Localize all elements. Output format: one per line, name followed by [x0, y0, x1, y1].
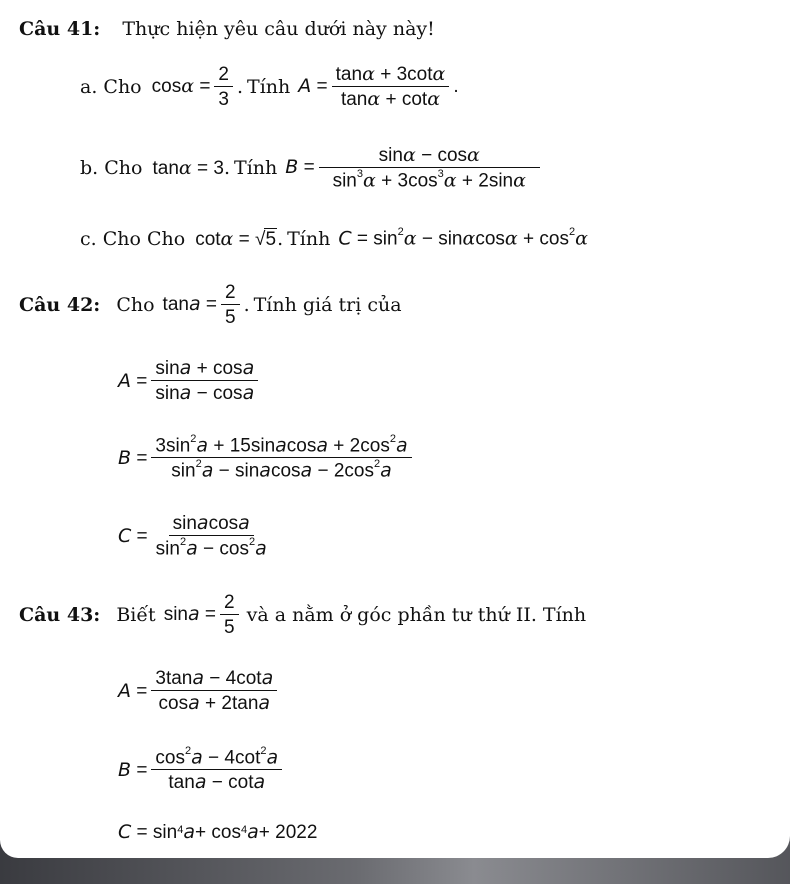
q41-b-label: b. Cho [80, 156, 143, 179]
q41-c-tinh: Tính [287, 227, 331, 250]
q41-b-expression: B = $\frac{\sin\alpha - \cos\alpha}{\sin^3\alpha + 3\cos^3\alpha + 2\sin\alpha}$ [285, 146, 544, 190]
q42-B: B = $\frac{3\sin^2a + 15sinacosa + 2\cos^2a}{\sin^2a - sinacosa - 2\cos^2a}$ [118, 430, 416, 486]
q41-c-label: c. Cho Cho [80, 227, 186, 250]
q43-B: B = $\frac{\cos^2a - 4\cot^2a}{\tan a - \cot a}$ [118, 742, 286, 798]
q42-heading-line: Câu 42: Cho tana = $\frac{2}{5}$ . Tính giá trị của [19, 282, 402, 328]
q41-b-given: tanα = 3 [152, 156, 224, 179]
q43-C: C = sin $^4$ a + cos $^4$ a + 2022 [118, 820, 318, 843]
q43-heading-line [19, 590, 586, 640]
q43-A: A = $\frac{3\tan a - 4\cot a}{\cos a + 2\tan a}$ [118, 665, 281, 717]
q41-part-c: c. Cho Cho cotα = √5 . Tính $C = \sin^2\alpha - \sin\alpha\cos\alpha + \cos^2\alpha$ [80, 226, 588, 250]
q41-a-given: cosα = $\frac{2}{3}$ [152, 65, 237, 109]
q41-part-a: a. Cho cosα = $\frac{2}{3}$ . Tính A = $\frac{\tan\alpha + 3\cot\alpha}{\tan\alpha + \cot\alpha}$ . [80, 63, 459, 110]
q42-heading: Câu 42: [19, 293, 101, 316]
q42-task: Tính giá trị của [253, 293, 402, 316]
q42-A: A = $\frac{\sin a + \cos a}{\sin a - \cos a}$ [118, 355, 262, 407]
q41-intro: Thực hiện yêu câu dưới này này! [122, 18, 435, 40]
q42-given: tana = $\frac{2}{5}$ [163, 283, 244, 327]
q41-heading-line [19, 20, 435, 39]
q41-a-tinh: Tính [247, 75, 291, 98]
q41-c-expression: $C = \sin^2\alpha - \sin\alpha\cos\alpha + \cos^2\alpha$ [338, 226, 588, 250]
q43-heading: Câu 43: [19, 603, 101, 626]
q41-b-tinh: Tính [234, 156, 278, 179]
q41-a-expression: A = $\frac{\tan\alpha + 3\cot\alpha}{\tan\alpha + \cot\alpha}$ . [298, 63, 459, 110]
q41-heading: Câu 41: [19, 18, 101, 40]
q41-part-b: b. Cho tanα = 3 . Tính B = $\frac{\sin\alpha - \cos\alpha}{\sin^3\alpha + 3\cos^3\alpha + 2\sin\alpha}$ [80, 142, 544, 194]
q43-biet: Biết [116, 603, 156, 626]
q43-task: và a nằm ở góc phần tư thứ II. Tính [246, 603, 587, 626]
q41-a-label: a. Cho [80, 75, 142, 98]
q43-given: sina = $\frac{2}{5}$ [164, 593, 243, 637]
q42-cho: Cho [116, 293, 155, 316]
q41-c-given: cotα = √5 [195, 227, 277, 250]
q42-C: C = $\frac{\text{sinacosa}}{\sin^2a - \cos^2a}$ [118, 511, 267, 560]
